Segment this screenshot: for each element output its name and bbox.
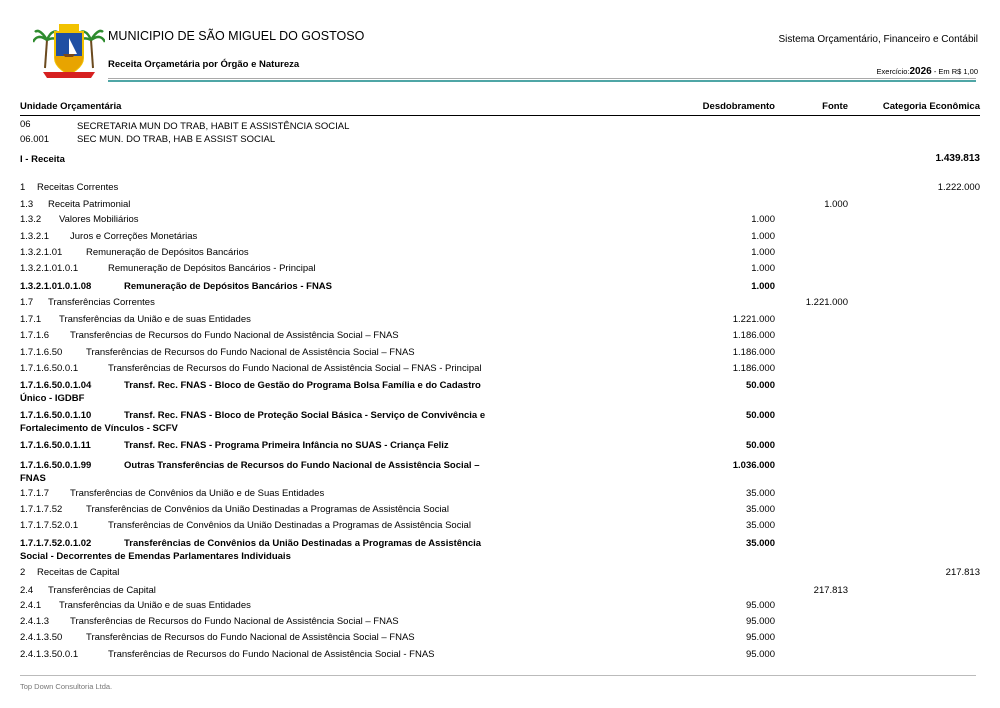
row-label: Transferências de Convênios da União e de Suas Entidades [70,488,325,499]
row-label: Transferências de Convênios da União Destinadas a Programas de Assistência Social [108,520,471,531]
row-code: 1.7.1.6.50.0.1.11 [20,440,91,451]
row-label: Receita Patrimonial [48,199,131,210]
row-label: Transferências de Recursos do Fundo Nacional de Assistência Social – FNAS - Principal [108,363,482,374]
row-label: Transferências da União e de suas Entidades [59,600,251,611]
row-label: Outras Transferências de Recursos do Fundo Nacional de Assistência Social – [124,460,480,471]
row-label: Remuneração de Depósitos Bancários [86,247,249,258]
row-code: 1.3.2.1.01.0.1.08 [20,281,92,292]
row-desdobramento-value: 50.000 [745,440,775,451]
row-desdobramento-value: 35.000 [745,538,775,549]
row-fonte-value: 1.000 [824,199,848,210]
row-desdobramento-value: 1.000 [751,231,775,242]
row-desdobramento-value: 95.000 [745,632,775,643]
row-code: 1.7 [20,297,34,308]
row-label: Transferências de Recursos do Fundo Nacional de Assistência Social – FNAS [70,616,399,627]
row-label: Valores Mobiliários [59,214,139,225]
row-code: 1.7.1.6 [20,330,50,341]
row-label: Transferências de Recursos do Fundo Nacional de Assistência Social – FNAS [86,347,415,358]
unit-name: SECRETARIA MUN DO TRAB, HABIT E ASSISTÊNCIA SOCIAL [77,121,350,132]
unit-name: SEC MUN. DO TRAB, HAB E ASSIST SOCIAL [77,134,276,145]
col-header-fonte: Fonte [822,101,848,112]
row-code: 1.7.1.7.52 [20,504,63,515]
col-header-desdobramento: Desdobramento [702,101,775,112]
row-code: 2.4.1 [20,600,42,611]
row-code: 1.7.1.6.50.0.1.10 [20,410,92,421]
row-label: Transferências da União e de suas Entidades [59,314,251,325]
row-desdobramento-value: 95.000 [745,649,775,660]
report-title: Receita Orçametária por Órgão e Natureza [108,59,300,70]
row-desdobramento-value: 1.000 [751,214,775,225]
row-code: 2.4.1.3 [20,616,50,627]
row-code: 2.4.1.3.50.0.1 [20,649,79,660]
row-code: 2.4 [20,585,34,596]
row-code: 1.7.1.6.50 [20,347,63,358]
unit-code: 06 [20,119,31,130]
row-desdobramento-value: 35.000 [745,520,775,531]
footer-company: Top Down Consultoria Ltda. [20,682,113,691]
row-code: 2 [20,567,26,578]
row-desdobramento-value: 35.000 [745,504,775,515]
row-code: 1.3.2.1.01.0.1 [20,263,79,274]
row-label: Transferências de Recursos do Fundo Nacional de Assistência Social – FNAS [86,632,415,643]
col-header-categoria: Categoria Econômica [882,101,980,112]
exercicio-info [877,66,978,77]
municipality-name: MUNICIPIO DE SÃO MIGUEL DO GOSTOSO [108,29,365,43]
row-label: Transf. Rec. FNAS - Programa Primeira Infância no SUAS - Criança Feliz [124,440,449,451]
row-label: Receitas Correntes [37,182,119,193]
row-desdobramento-value: 1.000 [751,247,775,258]
row-code: 1.7.1.7.52.0.1.02 [20,538,92,549]
row-code: 1.7.1.6.50.0.1.04 [20,380,92,391]
row-label: Transferências de Convênios da União Destinadas a Programas de Assistência [124,538,482,549]
row-desdobramento-value: 1.221.000 [732,314,775,325]
row-code: 1.3.2 [20,214,42,225]
row-desdobramento-value: 1.186.000 [732,363,775,374]
row-desdobramento-value: 1.186.000 [732,330,775,341]
row-desdobramento-value: 50.000 [745,380,775,391]
row-label: Remuneração de Depósitos Bancários - Principal [108,263,316,274]
row-desdobramento-value: 95.000 [745,600,775,611]
row-desdobramento-value: 1.036.000 [732,460,775,471]
municipal-coat-of-arms-logo [33,20,105,82]
row-label: Receitas de Capital [37,567,120,578]
row-label-continuation: FNAS [20,473,46,484]
row-code: 1 [20,182,26,193]
system-name: Sistema Orçamentário, Financeiro e Contábil [778,34,978,45]
row-label: Transf. Rec. FNAS - Bloco de Gestão do Programa Bolsa Família e do Cadastro [124,380,481,391]
row-label: Transferências de Capital [48,585,156,596]
row-code: 2.4.1.3.50 [20,632,63,643]
row-label: Transf. Rec. FNAS - Bloco de Proteção Social Básica - Serviço de Convivência e [124,410,486,421]
header-rule-accent [108,80,976,82]
row-code: 1.3.2.1.01 [20,247,63,258]
row-desdobramento-value: 95.000 [745,616,775,627]
row-code: 1.7.1.7.52.0.1 [20,520,79,531]
row-desdobramento-value: 35.000 [745,488,775,499]
row-label: Transferências de Convênios da União Destinadas a Programas de Assistência Social [86,504,449,515]
receita-total: 1.439.813 [935,153,980,164]
row-desdobramento-value: 1.000 [751,281,775,292]
row-desdobramento-value: 1.186.000 [732,347,775,358]
footer-rule [20,675,976,676]
row-code: 1.3.2.1 [20,231,50,242]
row-fonte-value: 1.221.000 [805,297,848,308]
column-header-rule [20,115,980,116]
row-label: Remuneração de Depósitos Bancários - FNAS [124,281,332,292]
row-code: 1.7.1.7 [20,488,50,499]
exercicio-year: 2026 [909,66,932,77]
row-label-continuation: Social - Decorrentes de Emendas Parlamentares Individuais [20,551,291,562]
row-code: 1.7.1 [20,314,42,325]
row-categoria-value: 1.222.000 [937,182,980,193]
receita-section-label: I - Receita [20,154,65,165]
row-label: Transferências Correntes [48,297,155,308]
unit-code: 06.001 [20,134,50,145]
row-desdobramento-value: 1.000 [751,263,775,274]
row-label-continuation: Fortalecimento de Vínculos - SCFV [20,423,178,434]
row-label: Transferências de Recursos do Fundo Nacional de Assistência Social – FNAS [70,330,399,341]
row-fonte-value: 217.813 [813,585,848,596]
header-rule-gray [108,78,976,79]
row-label: Juros e Correções Monetárias [70,231,198,242]
exercicio-label: Exercício: [876,67,910,76]
col-header-unidade: Unidade Orçamentária [20,101,122,112]
row-code: 1.7.1.6.50.0.1 [20,363,79,374]
row-label-continuation: Único - IGDBF [20,393,85,404]
currency-note: - Em R$ 1,00 [933,67,978,76]
row-categoria-value: 217.813 [945,567,980,578]
row-label: Transferências de Recursos do Fundo Nacional de Assistência Social - FNAS [108,649,435,660]
row-code: 1.3 [20,199,34,210]
row-desdobramento-value: 50.000 [745,410,775,421]
row-code: 1.7.1.6.50.0.1.99 [20,460,92,471]
